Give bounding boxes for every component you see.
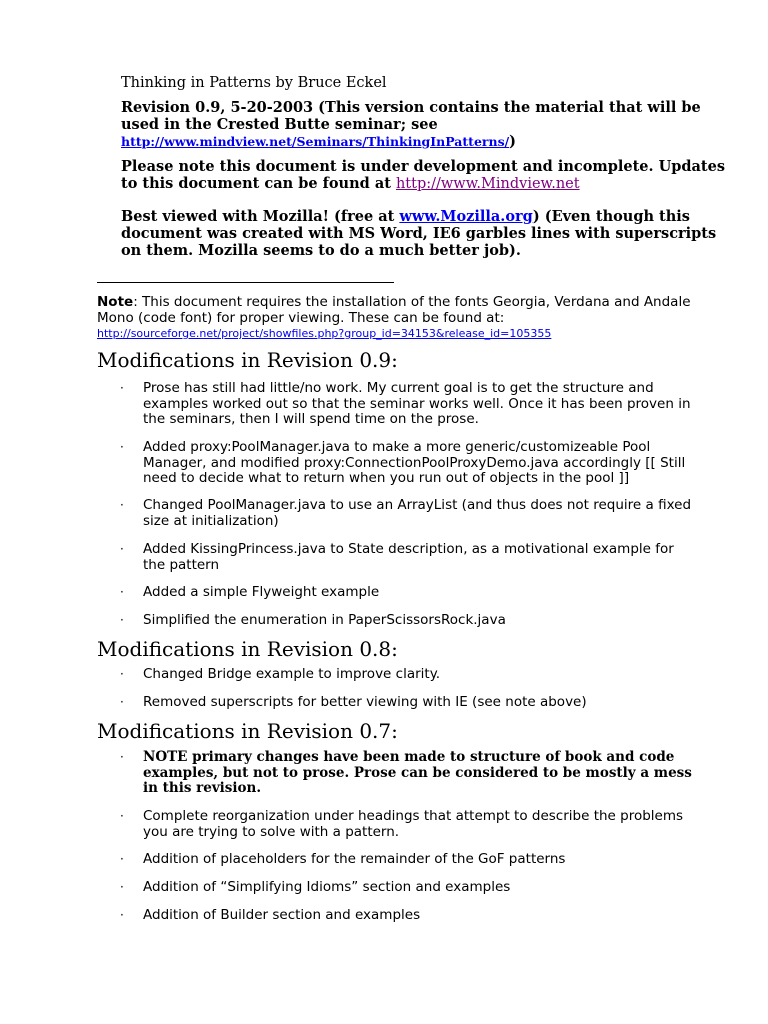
fonts-note — [97, 295, 697, 326]
bullet-icon: · — [120, 381, 124, 395]
browser-note-text-2: ) (Even though this document was created with MS Word, IE6 garbles lines with superscripts on them. Mozilla seems to do a much better job). — [121, 208, 717, 259]
revision-paragraph — [121, 99, 721, 150]
list-item: · Prose has still had little/no work. My current goal is to get the structure and examples worked out so that the seminar works well. Once it has been proven in the seminars, then I will spend time on the prose. — [120, 380, 691, 427]
section-heading-0-9: Modifications in Revision 0.9: — [97, 348, 398, 372]
bullet-icon: · — [120, 498, 124, 512]
bullet-icon: · — [120, 908, 124, 922]
fonts-note-text: : This document requires the installation of the fonts Georgia, Verdana and Andale Mono (code font) for proper viewing. These can be found at: — [97, 294, 691, 326]
revision-text: Revision 0.9, 5-20-2003 (This version contains the material that will be used in the Crested Butte seminar; see — [121, 99, 701, 133]
list-item: · NOTE primary changes have been made to structure of book and code examples, but not to prose. Prose can be considered to be mostly a mess in this revision. — [120, 749, 692, 796]
bullet-icon: · — [120, 695, 124, 709]
list-item: · Added a simple Flyweight example — [120, 584, 380, 600]
bullet-icon: · — [120, 667, 124, 681]
horizontal-divider — [97, 282, 394, 283]
list-item: · Simplified the enumeration in PaperScissorsRock.java — [120, 612, 506, 628]
bullet-icon: · — [120, 440, 124, 454]
list-item: · Addition of Builder section and examples — [120, 907, 421, 923]
list-item: · Changed PoolManager.java to use an ArrayList (and thus does not require a fixed size at initialization) — [120, 497, 692, 529]
fonts-note-label: Note — [97, 294, 134, 310]
sourceforge-link[interactable]: http://sourceforge.net/project/showfiles.php?group_id=34153&release_id=105355 — [97, 327, 552, 340]
list-item: · Addition of “Simplifying Idioms” section and examples — [120, 879, 511, 895]
bullet-icon: · — [120, 613, 124, 627]
development-note-text: Please note this document is under development and incomplete. Updates to this document can be found at — [121, 158, 726, 192]
development-note — [121, 158, 731, 193]
list-item: · Complete reorganization under headings that attempt to describe the problems you are trying to solve with a pattern. — [120, 808, 684, 840]
browser-note-text-1: Best viewed with Mozilla! (free at — [121, 208, 400, 225]
document-title: Thinking in Patterns by Bruce Eckel — [121, 75, 387, 91]
list-item: · Added KissingPrincess.java to State description, as a motivational example for the pattern — [120, 541, 674, 573]
bullet-icon: · — [120, 809, 124, 823]
mindview-link[interactable]: http://www.Mindview.net — [395, 176, 580, 192]
bullet-icon: · — [120, 880, 124, 894]
seminar-link[interactable]: http://www.mindview.net/Seminars/ThinkingInPatterns/ — [121, 134, 510, 149]
section-heading-0-7: Modifications in Revision 0.7: — [97, 719, 398, 743]
list-item: · Removed superscripts for better viewing with IE (see note above) — [120, 694, 587, 710]
list-item: · Changed Bridge example to improve clarity. — [120, 666, 441, 682]
bullet-icon: · — [120, 585, 124, 599]
browser-note — [121, 208, 731, 259]
bullet-icon: · — [120, 852, 124, 866]
bullet-icon: · — [120, 750, 124, 764]
revision-close: ) — [509, 133, 517, 150]
section-heading-0-8: Modifications in Revision 0.8: — [97, 637, 398, 661]
list-item: · Addition of placeholders for the remainder of the GoF patterns — [120, 851, 566, 867]
bullet-icon: · — [120, 542, 124, 556]
list-item: · Added proxy:PoolManager.java to make a more generic/customizeable Pool Manager, and modified proxy:ConnectionPoolProxyDemo.java accordingly [[ Still need to decide what to return when you run out of objects in the pool ]] — [120, 439, 686, 486]
mozilla-link[interactable]: www.Mozilla.org — [399, 208, 533, 225]
